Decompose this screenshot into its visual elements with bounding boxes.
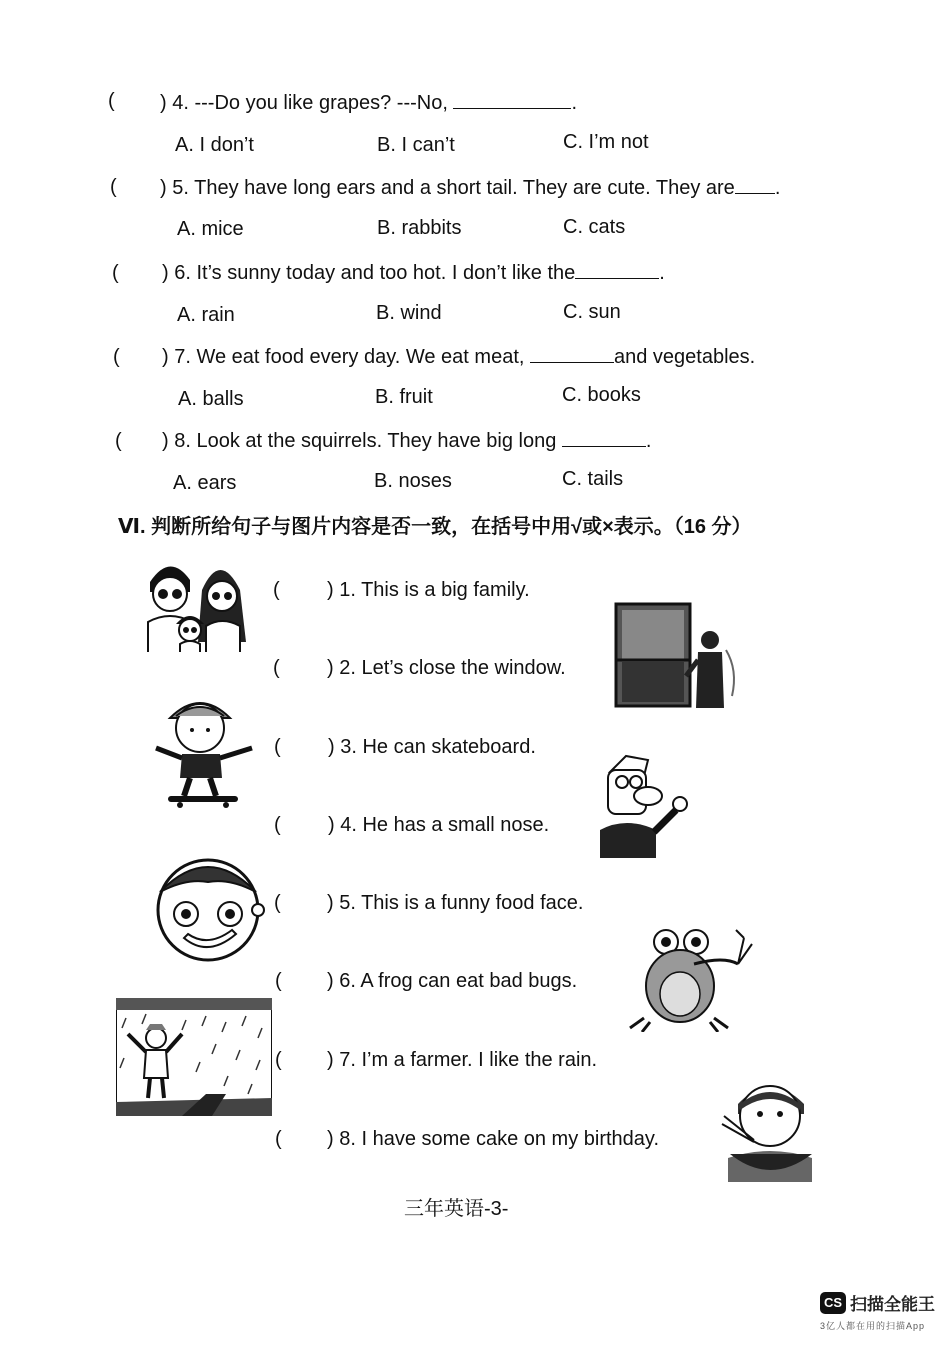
answer-paren-open: ( <box>113 346 120 368</box>
option-c: C. cats <box>563 216 626 238</box>
option-a: A. mice <box>177 218 244 240</box>
answer-paren-open: ( <box>108 90 115 112</box>
food-face-picture <box>150 852 266 964</box>
option-c: C. tails <box>562 468 624 490</box>
judge-item-7: ) 7. I’m a farmer. I like the rain. <box>327 1049 598 1071</box>
skateboard-picture <box>150 688 260 808</box>
answer-paren-open: ( <box>115 430 122 452</box>
nose-man-picture <box>596 750 692 858</box>
option-b: B. wind <box>376 302 442 324</box>
judge-item-6: ) 6. A frog can eat bad bugs. <box>327 970 578 992</box>
option-b: B. I can’t <box>377 134 455 156</box>
window-picture <box>614 600 740 710</box>
family-picture <box>140 552 260 652</box>
answer-paren-open: ( <box>275 1049 282 1071</box>
question-line: ) 5. They have long ears and a short tail. They are cute. They are . <box>160 177 781 199</box>
answer-paren-open: ( <box>112 262 119 284</box>
answer-blank[interactable] <box>562 428 646 447</box>
answer-paren-open: ( <box>110 176 117 198</box>
option-b: B. rabbits <box>377 217 462 239</box>
option-b: B. fruit <box>375 386 433 408</box>
answer-paren-open: ( <box>274 814 281 836</box>
frog-picture <box>624 924 754 1032</box>
answer-blank[interactable] <box>575 260 659 279</box>
judge-item-8: ) 8. I have some cake on my birthday. <box>327 1128 660 1150</box>
answer-paren-open: ( <box>274 892 281 914</box>
judge-item-2: ) 2. Let’s close the window. <box>327 657 566 679</box>
section-title: Ⅵ. 判断所给句子与图片内容是否一致，在括号中用√或×表示。（16 分） <box>118 516 752 538</box>
answer-paren-open: ( <box>273 657 280 679</box>
rain-farmer-picture <box>116 998 272 1116</box>
scanner-logo-icon: CS <box>820 1292 846 1314</box>
option-a: A. ears <box>173 472 237 494</box>
scanner-name: 扫描全能王 <box>850 1295 935 1314</box>
question-line: ) 4. ---Do you like grapes? ---No, . <box>160 92 578 114</box>
option-c: C. sun <box>563 301 621 323</box>
answer-paren-open: ( <box>275 970 282 992</box>
page-label: 三年英语-3- <box>404 1198 509 1220</box>
question-line: ) 7. We eat food every day. We eat meat, and vegetables. <box>162 346 756 368</box>
option-c: C. books <box>562 384 641 406</box>
option-a: A. balls <box>178 388 244 410</box>
answer-blank[interactable] <box>453 90 571 109</box>
option-a: A. I don’t <box>175 134 254 156</box>
option-c: C. I’m not <box>563 131 649 153</box>
answer-paren-open: ( <box>274 736 281 758</box>
question-line: ) 8. Look at the squirrels. They have big long . <box>162 430 652 452</box>
judge-item-5: ) 5. This is a funny food face. <box>327 892 584 914</box>
judge-item-4: ) 4. He has a small nose. <box>328 814 550 836</box>
answer-paren-open: ( <box>273 579 280 601</box>
question-line: ) 6. It’s sunny today and too hot. I don’t like the . <box>162 262 665 284</box>
answer-paren-open: ( <box>275 1128 282 1150</box>
answer-blank[interactable] <box>530 344 614 363</box>
option-a: A. rain <box>177 304 235 326</box>
answer-blank[interactable] <box>735 175 775 194</box>
judge-item-1: ) 1. This is a big family. <box>327 579 530 601</box>
scanner-tagline: 3亿人都在用的扫描App <box>820 1321 926 1331</box>
judge-item-3: ) 3. He can skateboard. <box>328 736 536 758</box>
noodles-child-picture <box>720 1070 820 1182</box>
option-b: B. noses <box>374 470 452 492</box>
scanner-watermark <box>820 1290 935 1332</box>
